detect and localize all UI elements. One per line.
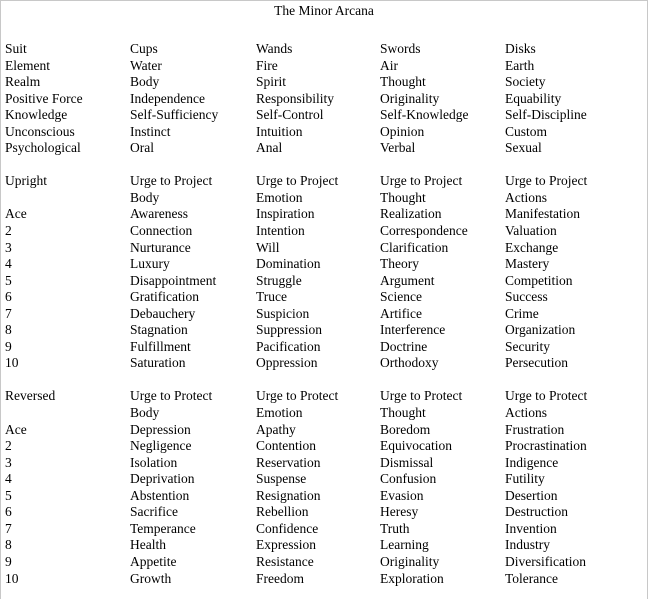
table-row — [5, 41, 645, 58]
row-label-cell: 10 — [5, 570, 19, 586]
page-title: The Minor Arcana — [274, 3, 374, 18]
row-value-cell-wands: Freedom — [256, 570, 304, 586]
table-row — [5, 521, 645, 538]
row-value-cell-disks: Desertion — [505, 487, 558, 503]
spacer-cell — [505, 372, 645, 389]
row-value-cell-swords: Realization — [380, 206, 442, 222]
row-value-cell-cups: Debauchery — [130, 305, 196, 321]
row-value-cell-wands: Resignation — [256, 487, 321, 503]
row-value-cell-wands: Suppression — [256, 322, 323, 338]
row-label-cell: 7 — [5, 520, 12, 536]
row-value-cell-disks: Tolerance — [505, 570, 559, 586]
row-value-cell-swords: Science — [380, 289, 422, 305]
row-value-cell-cups: Body — [130, 74, 160, 90]
row-label-cell: Knowledge — [5, 107, 68, 123]
row-value-cell-swords: Heresy — [380, 504, 419, 520]
row-value-cell-cups: Saturation — [130, 355, 186, 371]
row-value-cell-disks: Crime — [505, 305, 539, 321]
table-row — [5, 140, 645, 157]
row-value-cell-cups: Depression — [130, 421, 191, 437]
row-label-cell: Ace — [5, 421, 27, 437]
row-value-cell-cups: Gratification — [130, 289, 199, 305]
row-value-cell-swords: Theory — [380, 256, 419, 272]
row-value-cell-cups: Appetite — [130, 553, 177, 569]
row-label-cell — [5, 190, 130, 207]
row-value-cell-swords: Learning — [380, 537, 429, 553]
row-label-cell — [5, 405, 130, 422]
row-label-cell: 4 — [5, 471, 12, 487]
spacer-cell — [380, 157, 505, 174]
row-value-cell-cups: Deprivation — [130, 471, 195, 487]
row-value-cell-cups: Disappointment — [130, 272, 217, 288]
table-row — [5, 173, 645, 190]
table-row — [5, 571, 645, 588]
row-value-cell-wands: Emotion — [256, 405, 303, 421]
row-value-cell-swords: Doctrine — [380, 338, 428, 354]
table-row — [5, 240, 645, 257]
table-row — [5, 405, 645, 422]
row-value-cell-swords: Urge to Project — [380, 173, 463, 189]
row-label-cell: 5 — [5, 272, 12, 288]
row-label-cell: 2 — [5, 223, 12, 239]
spacer-cell — [380, 372, 505, 389]
row-label-cell: 9 — [5, 338, 12, 354]
row-value-cell-cups: Sacrifice — [130, 504, 178, 520]
row-value-cell-swords: Swords — [380, 41, 421, 56]
row-value-cell-swords: Orthodoxy — [380, 355, 439, 371]
row-value-cell-swords: Boredom — [380, 421, 431, 437]
row-value-cell-cups: Growth — [130, 570, 172, 586]
spacer-cell — [5, 157, 130, 174]
row-value-cell-wands: Confidence — [256, 520, 319, 536]
row-value-cell-swords: Thought — [380, 189, 426, 205]
row-value-cell-disks: Valuation — [505, 223, 557, 239]
row-label-cell: 3 — [5, 239, 12, 255]
row-value-cell-disks: Indigence — [505, 454, 559, 470]
row-value-cell-cups: Connection — [130, 223, 193, 239]
row-label-cell: Psychological — [5, 140, 81, 156]
table-row — [5, 124, 645, 141]
row-value-cell-wands: Contention — [256, 438, 316, 454]
row-value-cell-disks: Diversification — [505, 553, 586, 569]
spacer-cell — [505, 157, 645, 174]
table-row — [5, 107, 645, 124]
row-value-cell-wands: Inspiration — [256, 206, 315, 222]
row-value-cell-disks: Actions — [505, 405, 547, 421]
row-value-cell-disks: Earth — [505, 57, 535, 73]
row-value-cell-swords: Originality — [380, 90, 440, 106]
row-value-cell-swords: Evasion — [380, 487, 424, 503]
row-value-cell-swords: Clarification — [380, 239, 449, 255]
row-value-cell-wands: Domination — [256, 256, 321, 272]
row-value-cell-wands: Rebellion — [256, 504, 309, 520]
row-label-cell: 9 — [5, 553, 12, 569]
row-value-cell-swords: Confusion — [380, 471, 437, 487]
arcana-table-wrapper — [5, 41, 645, 587]
row-value-cell-wands: Intention — [256, 223, 305, 239]
row-label-cell: 10 — [5, 355, 19, 371]
row-value-cell-swords: Self-Knowledge — [380, 107, 469, 123]
row-label-cell: Suit — [5, 41, 27, 56]
row-value-cell-wands: Intuition — [256, 123, 303, 139]
table-row — [5, 388, 645, 405]
table-row — [5, 455, 645, 472]
row-label-cell: Upright — [5, 173, 47, 189]
row-value-cell-swords: Equivocation — [380, 438, 452, 454]
spacer-cell — [256, 157, 380, 174]
row-value-cell-swords: Thought — [380, 74, 426, 90]
row-label-cell: 6 — [5, 289, 12, 305]
row-value-cell-disks: Society — [505, 74, 546, 90]
table-row — [5, 58, 645, 75]
row-value-cell-cups: Stagnation — [130, 322, 188, 338]
row-value-cell-swords: Artifice — [380, 305, 422, 321]
row-value-cell-wands: Spirit — [256, 74, 287, 90]
row-value-cell-disks: Urge to Protect — [505, 388, 588, 404]
row-value-cell-wands: Responsibility — [256, 90, 335, 106]
row-value-cell-cups: Urge to Project — [130, 173, 213, 189]
row-value-cell-cups: Awareness — [130, 206, 188, 222]
arcana-table — [5, 41, 645, 587]
row-value-cell-cups: Independence — [130, 90, 205, 106]
row-value-cell-swords: Verbal — [380, 140, 416, 156]
row-label-cell: 5 — [5, 487, 12, 503]
row-value-cell-disks: Security — [505, 338, 550, 354]
row-value-cell-wands: Pacification — [256, 338, 321, 354]
table-row — [5, 273, 645, 290]
section-spacer-row — [5, 372, 645, 389]
row-value-cell-wands: Oppression — [256, 355, 318, 371]
table-row — [5, 339, 645, 356]
row-value-cell-cups: Oral — [130, 140, 154, 156]
row-value-cell-swords: Opinion — [380, 123, 425, 139]
row-value-cell-cups: Nurturance — [130, 239, 191, 255]
row-label-cell: 8 — [5, 537, 12, 553]
row-value-cell-disks: Destruction — [505, 504, 568, 520]
row-value-cell-disks: Manifestation — [505, 206, 580, 222]
row-label-cell: 2 — [5, 438, 12, 454]
row-value-cell-disks: Urge to Project — [505, 173, 588, 189]
row-value-cell-swords: Dismissal — [380, 454, 434, 470]
row-label-cell: 3 — [5, 454, 12, 470]
row-value-cell-wands: Wands — [256, 41, 293, 56]
table-row — [5, 306, 645, 323]
row-value-cell-disks: Persecution — [505, 355, 568, 371]
table-row — [5, 74, 645, 91]
arcana-table-body — [5, 41, 645, 587]
row-value-cell-swords: Urge to Protect — [380, 388, 463, 404]
table-row — [5, 322, 645, 339]
row-value-cell-disks: Industry — [505, 537, 550, 553]
row-value-cell-disks: Disks — [505, 41, 536, 56]
table-row — [5, 223, 645, 240]
table-row — [5, 438, 645, 455]
row-value-cell-wands: Urge to Protect — [256, 388, 339, 404]
table-row — [5, 355, 645, 372]
row-value-cell-disks: Futility — [505, 471, 545, 487]
table-row — [5, 289, 645, 306]
row-value-cell-wands: Reservation — [256, 454, 321, 470]
row-value-cell-disks: Frustration — [505, 421, 565, 437]
row-value-cell-wands: Expression — [256, 537, 316, 553]
row-value-cell-swords: Originality — [380, 553, 440, 569]
row-value-cell-disks: Exchange — [505, 239, 559, 255]
spacer-cell — [130, 157, 256, 174]
row-value-cell-cups: Cups — [130, 41, 158, 56]
row-value-cell-wands: Apathy — [256, 421, 296, 437]
row-value-cell-cups: Self-Sufficiency — [130, 107, 219, 123]
row-label-cell: Positive Force — [5, 90, 83, 106]
row-value-cell-disks: Mastery — [505, 256, 550, 272]
row-label-cell: 8 — [5, 322, 12, 338]
row-label-cell: 6 — [5, 504, 12, 520]
table-row — [5, 504, 645, 521]
row-value-cell-disks: Actions — [505, 189, 547, 205]
row-label-cell: Unconscious — [5, 123, 75, 139]
row-value-cell-cups: Instinct — [130, 123, 171, 139]
row-value-cell-cups: Urge to Protect — [130, 388, 213, 404]
spacer-cell — [256, 372, 380, 389]
row-value-cell-cups: Temperance — [130, 520, 196, 536]
row-value-cell-swords: Argument — [380, 272, 435, 288]
row-value-cell-cups: Health — [130, 537, 166, 553]
row-value-cell-wands: Will — [256, 239, 280, 255]
row-value-cell-swords: Truth — [380, 520, 410, 536]
row-value-cell-disks: Competition — [505, 272, 573, 288]
row-value-cell-cups: Negligence — [130, 438, 192, 454]
row-label-cell: Realm — [5, 74, 41, 90]
row-label-cell: Element — [5, 57, 50, 73]
row-value-cell-disks: Self-Discipline — [505, 107, 587, 123]
row-value-cell-wands: Truce — [256, 289, 288, 305]
row-value-cell-cups: Body — [130, 405, 160, 421]
row-value-cell-swords: Thought — [380, 405, 426, 421]
table-row — [5, 471, 645, 488]
table-row — [5, 91, 645, 108]
row-label-cell: 7 — [5, 305, 12, 321]
row-value-cell-wands: Resistance — [256, 553, 314, 569]
row-value-cell-disks: Sexual — [505, 140, 542, 156]
row-value-cell-swords: Air — [380, 57, 398, 73]
row-value-cell-cups: Fulfillment — [130, 338, 191, 354]
row-value-cell-disks: Custom — [505, 123, 548, 139]
row-value-cell-cups: Water — [130, 57, 162, 73]
row-label-cell: 4 — [5, 256, 12, 272]
section-spacer-row — [5, 157, 645, 174]
row-value-cell-swords: Exploration — [380, 570, 444, 586]
row-label-cell: Ace — [5, 206, 27, 222]
row-value-cell-wands: Suspicion — [256, 305, 310, 321]
table-row — [5, 256, 645, 273]
row-label-cell: Reversed — [5, 388, 56, 404]
table-row — [5, 190, 645, 207]
row-value-cell-wands: Anal — [256, 140, 283, 156]
table-row — [5, 422, 645, 439]
row-value-cell-swords: Interference — [380, 322, 446, 338]
row-value-cell-cups: Abstention — [130, 487, 190, 503]
table-row — [5, 537, 645, 554]
row-value-cell-disks: Success — [505, 289, 548, 305]
table-row — [5, 554, 645, 571]
row-value-cell-cups: Luxury — [130, 256, 170, 272]
spacer-cell — [5, 372, 130, 389]
row-value-cell-disks: Invention — [505, 520, 557, 536]
table-row — [5, 488, 645, 505]
spacer-cell — [130, 372, 256, 389]
row-value-cell-wands: Fire — [256, 57, 278, 73]
row-value-cell-swords: Correspondence — [380, 223, 468, 239]
row-value-cell-cups: Isolation — [130, 454, 178, 470]
row-value-cell-wands: Urge to Project — [256, 173, 339, 189]
row-value-cell-wands: Self-Control — [256, 107, 324, 123]
table-row — [5, 206, 645, 223]
row-value-cell-disks: Organization — [505, 322, 576, 338]
row-value-cell-wands: Struggle — [256, 272, 302, 288]
row-value-cell-disks: Equability — [505, 90, 562, 106]
row-value-cell-wands: Emotion — [256, 189, 303, 205]
row-value-cell-cups: Body — [130, 189, 160, 205]
row-value-cell-wands: Suspense — [256, 471, 307, 487]
row-value-cell-disks: Procrastination — [505, 438, 587, 454]
